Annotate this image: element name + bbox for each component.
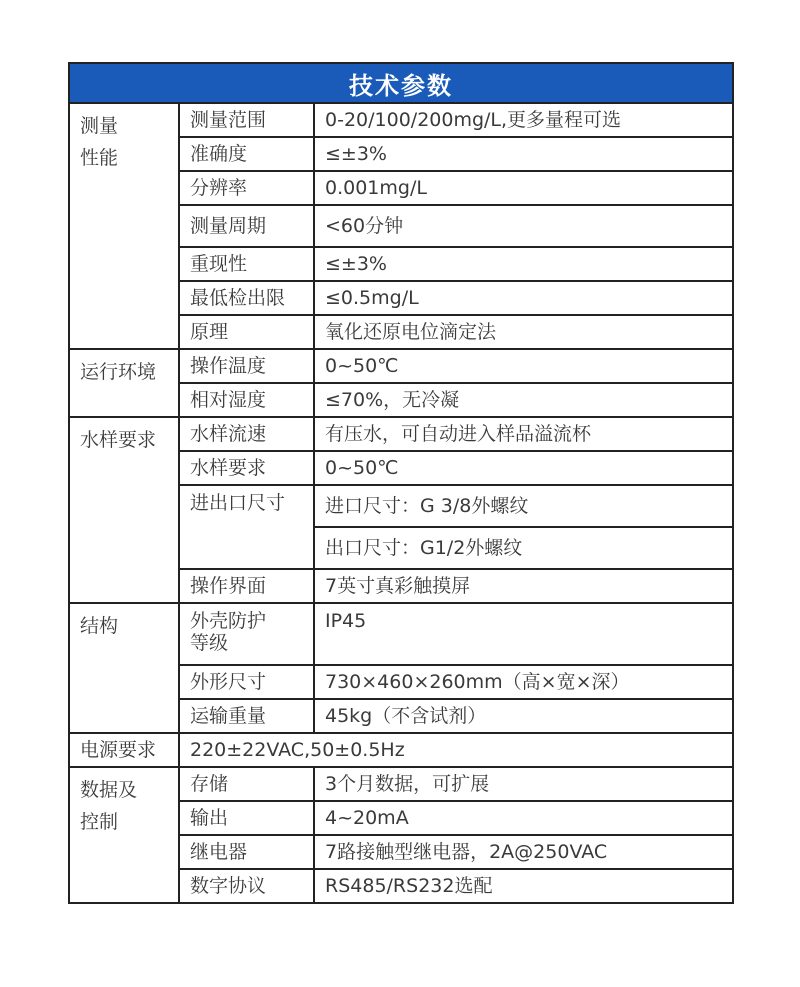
category-label: 控制 xyxy=(80,811,119,833)
category-label: 性能 xyxy=(80,147,119,169)
param-value: ≤±3% xyxy=(314,137,733,171)
category-cell xyxy=(69,103,179,349)
category-cell xyxy=(69,603,179,733)
param-name: 测量范围 xyxy=(179,103,314,137)
table-row xyxy=(69,103,733,137)
param-name: 分辨率 xyxy=(179,171,314,205)
category-cell xyxy=(69,349,179,417)
table-row xyxy=(69,417,733,451)
param-value: 0~50℃ xyxy=(314,349,733,383)
param-name: 测量周期 xyxy=(179,205,314,247)
param-value: 220±22VAC,50±0.5Hz xyxy=(179,733,733,767)
param-name: 相对湿度 xyxy=(179,383,314,417)
param-name: 外形尺寸 xyxy=(179,665,314,699)
param-value: ≤±3% xyxy=(314,247,733,281)
category-cell xyxy=(69,767,179,903)
param-value: 0~50℃ xyxy=(314,451,733,485)
table-row xyxy=(69,349,733,383)
param-name: 重现性 xyxy=(179,247,314,281)
table-row xyxy=(69,603,733,665)
param-name-line: 等级 xyxy=(190,632,229,654)
category-cell: 电源要求 xyxy=(69,733,179,767)
table-row xyxy=(69,767,733,801)
param-name: 水样要求 xyxy=(179,451,314,485)
param-name-line: 外壳防护 xyxy=(190,610,267,632)
param-name: 进出口尺寸 xyxy=(179,485,314,569)
param-value: <60分钟 xyxy=(314,205,733,247)
category-cell xyxy=(69,417,179,603)
param-value: ≤0.5mg/L xyxy=(314,281,733,315)
param-value: 0.001mg/L xyxy=(314,171,733,205)
category-label: 数据及 xyxy=(80,779,138,801)
param-value: 进口尺寸：G 3/8外螺纹 xyxy=(314,485,733,527)
spec-table xyxy=(68,62,734,904)
category-label: 水样要求 xyxy=(80,429,157,451)
param-name: 原理 xyxy=(179,315,314,349)
param-value: 出口尺寸：G1/2外螺纹 xyxy=(314,527,733,569)
param-name: 水样流速 xyxy=(179,417,314,451)
param-name xyxy=(179,603,314,665)
category-label: 运行环境 xyxy=(80,361,157,383)
param-name: 输出 xyxy=(179,801,314,835)
param-value: 4~20mA xyxy=(314,801,733,835)
param-name: 运输重量 xyxy=(179,699,314,733)
param-value: 有压水，可自动进入样品溢流杯 xyxy=(314,417,733,451)
param-value: ≤70%，无冷凝 xyxy=(314,383,733,417)
param-value: 7英寸真彩触摸屏 xyxy=(314,569,733,603)
param-name: 数字协议 xyxy=(179,869,314,903)
param-value: 3个月数据，可扩展 xyxy=(314,767,733,801)
param-name: 最低检出限 xyxy=(179,281,314,315)
category-label: 测量 xyxy=(80,115,119,137)
param-value: 0-20/100/200mg/L,更多量程可选 xyxy=(314,103,733,137)
table-title: 技术参数 xyxy=(69,63,733,103)
param-value: RS485/RS232选配 xyxy=(314,869,733,903)
title-row xyxy=(69,63,733,103)
param-name: 准确度 xyxy=(179,137,314,171)
param-name: 操作界面 xyxy=(179,569,314,603)
param-value: 730×460×260mm（高×宽×深） xyxy=(314,665,733,699)
param-name: 存储 xyxy=(179,767,314,801)
param-name: 操作温度 xyxy=(179,349,314,383)
param-value: 氧化还原电位滴定法 xyxy=(314,315,733,349)
param-value: 7路接触型继电器，2A@250VAC xyxy=(314,835,733,869)
table-row xyxy=(69,733,733,767)
param-name: 继电器 xyxy=(179,835,314,869)
param-value: IP45 xyxy=(314,603,733,665)
category-label: 结构 xyxy=(80,615,119,637)
param-value: 45kg（不含试剂） xyxy=(314,699,733,733)
